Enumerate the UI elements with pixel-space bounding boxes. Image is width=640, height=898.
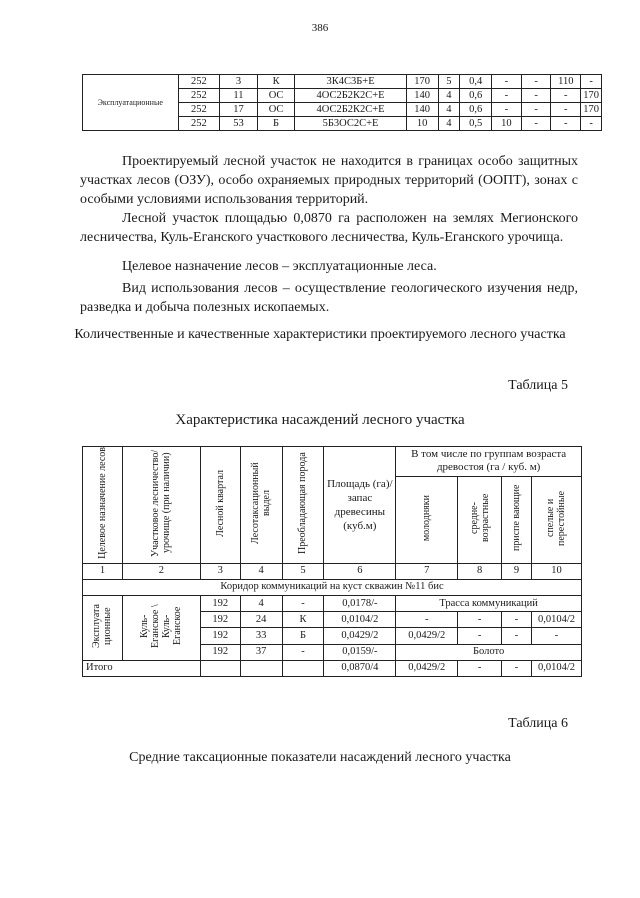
table-cell: - (581, 75, 602, 89)
header-purpose-text: Целевое назначение лесов (96, 447, 108, 559)
table-cell: - (521, 117, 551, 131)
table-cell: Болото (396, 644, 582, 660)
section-heading: Количественные и качественные характеристики проектируемого лесного участка (74, 327, 566, 342)
table-cell: 5 (438, 75, 460, 89)
header-maturing (502, 476, 532, 563)
table-cell (282, 660, 324, 676)
header-section-text: Лесотаксационный выдел (250, 462, 273, 544)
column-number: 5 (282, 563, 324, 579)
table-cell: 140 (406, 89, 438, 103)
table-cell: 0,6 (460, 89, 492, 103)
table-cell: ОС (257, 103, 295, 117)
table-cell: Трасса коммуникаций (396, 595, 582, 611)
table-cell: 33 (240, 628, 282, 644)
column-number: 10 (531, 563, 581, 579)
table-cell: 3 (220, 75, 258, 89)
table-cell: 0,0870/4 (324, 660, 396, 676)
column-number: 4 (240, 563, 282, 579)
table-cell: 252 (178, 117, 220, 131)
header-district (122, 447, 200, 564)
row-district-text: Куль-Еганское \ Куль-Еганское (139, 604, 184, 648)
row-district-cell (122, 595, 200, 660)
table6-title: Средние таксационные показатели насаждений лесного участка (129, 750, 511, 765)
table-cell: 17 (220, 103, 258, 117)
table-cell: 252 (178, 103, 220, 117)
table-cell: - (282, 595, 324, 611)
row-category-cell (83, 595, 123, 660)
table5-title: Характеристика насаждений лесного участка (175, 412, 465, 428)
table-cell: 140 (406, 103, 438, 117)
table-cell: - (458, 660, 502, 676)
table-cell: 110 (551, 75, 581, 89)
total-row (83, 660, 582, 676)
table-cell: 252 (178, 75, 220, 89)
table-row (83, 595, 582, 611)
table-cell: 4ОС2Б2К2С+Е (295, 103, 406, 117)
table-cell: - (458, 612, 502, 628)
table-cell: Б (282, 628, 324, 644)
header-quarter (200, 447, 240, 564)
table-cell (200, 660, 240, 676)
column-number: 3 (200, 563, 240, 579)
table-cell: - (581, 117, 602, 131)
header-mature-text: спелые и перестойные (545, 490, 568, 546)
table-cell: 11 (220, 89, 258, 103)
table-cell: - (396, 612, 458, 628)
table-cell: 10 (406, 117, 438, 131)
table-cell: - (492, 103, 522, 117)
table-cell: - (551, 117, 581, 131)
table-cell: 4 (240, 595, 282, 611)
header-species (282, 447, 324, 564)
table-cell: 170 (581, 103, 602, 117)
header-district-text: Участковое лесничество/урочище (при наличии) (150, 449, 173, 557)
corridor-row (83, 579, 582, 595)
header-age-groups: В том числе по группам возраста древостоя (га / куб. м) (396, 447, 582, 477)
header-mature (531, 476, 581, 563)
column-number: 7 (396, 563, 458, 579)
header-area: Площадь (га)/ запас древесины (куб.м) (324, 447, 396, 564)
table-cell: - (502, 660, 532, 676)
table-cell: 4 (438, 89, 460, 103)
column-number: 1 (83, 563, 123, 579)
table-cell: 0,4 (460, 75, 492, 89)
header-species-text: Преобладающая порода (297, 452, 309, 554)
table-cell: - (502, 628, 532, 644)
top-table (82, 74, 602, 131)
table-cell: - (492, 89, 522, 103)
table-cell: 4 (438, 103, 460, 117)
table-cell: Б (257, 117, 295, 131)
paragraph-usage: Вид использования лесов – осуществление геологического изучения недр, разведка и добыча полезных ископаемых. (80, 281, 578, 315)
table-cell: 192 (200, 644, 240, 660)
table5-label: Таблица 5 (508, 378, 568, 393)
table5 (82, 446, 582, 677)
page-number: 386 (311, 22, 329, 34)
table-cell: - (551, 103, 581, 117)
table-cell: 0,0104/2 (531, 612, 581, 628)
table-cell: 0,0159/- (324, 644, 396, 660)
table-cell: 0,5 (460, 117, 492, 131)
table-cell: 0,0104/2 (531, 660, 581, 676)
table-cell: К (257, 75, 295, 89)
table-cell: 0,0104/2 (324, 612, 396, 628)
corridor-cell: Коридор коммуникаций на куст скважин №11 бис (83, 579, 582, 595)
table-cell: 53 (220, 117, 258, 131)
table-cell: 4ОС2Б2К2С+Е (295, 89, 406, 103)
paragraph-ozu: Проектируемый лесной участок не находится в границах особо защитных участках лесов (ОЗУ), особо охраняемых природных территорий (ООПТ), зонах с особыми условиями использования территорий. (80, 154, 578, 207)
table-cell: К (282, 612, 324, 628)
table-cell: - (531, 628, 581, 644)
header-young-text: молодняки (421, 494, 433, 541)
header-section (240, 447, 282, 564)
paragraph-purpose: Целевое назначение лесов – эксплуатационные леса. (122, 259, 437, 274)
table-cell: - (551, 89, 581, 103)
header-middle-text: средне-возрастные (468, 493, 491, 542)
table-cell: 170 (406, 75, 438, 89)
header-middle (458, 476, 502, 563)
table-cell: - (521, 75, 551, 89)
table-cell: - (282, 644, 324, 660)
table-cell: 192 (200, 595, 240, 611)
column-number: 6 (324, 563, 396, 579)
table-cell: 170 (581, 89, 602, 103)
table-cell: 24 (240, 612, 282, 628)
table-cell: 4 (438, 117, 460, 131)
table-cell: ОС (257, 89, 295, 103)
paragraph-location: Лесной участок площадью 0,0870 га расположен на землях Мегионского лесничества, Куль-Еганского участкового лесничества, Куль-Еганского урочища. (80, 211, 578, 245)
table6-label: Таблица 6 (508, 716, 568, 731)
header-young (396, 476, 458, 563)
header-purpose (83, 447, 123, 564)
column-numbers-row (83, 563, 582, 579)
total-label: Итого (83, 660, 201, 676)
table-cell: 0,6 (460, 103, 492, 117)
table-cell: 252 (178, 89, 220, 103)
column-number: 2 (122, 563, 200, 579)
table-cell: - (521, 89, 551, 103)
table-cell: 0,0429/2 (396, 660, 458, 676)
column-number: 9 (502, 563, 532, 579)
table-cell: 3К4С3Б+Е (295, 75, 406, 89)
table-cell: - (521, 103, 551, 117)
table-cell: 0,0429/2 (396, 628, 458, 644)
table-cell: - (492, 75, 522, 89)
column-number: 8 (458, 563, 502, 579)
table-cell: 0,0429/2 (324, 628, 396, 644)
category-cell: Эксплуатационные (83, 75, 179, 131)
table-cell: 37 (240, 644, 282, 660)
table-cell: - (502, 612, 532, 628)
table-cell: 192 (200, 612, 240, 628)
table-cell: 192 (200, 628, 240, 644)
header-maturing-text: приспе вающие (511, 484, 522, 552)
header-quarter-text: Лесной квартал (214, 469, 226, 537)
table-cell: 5Б3ОС2С+Е (295, 117, 406, 131)
table-cell (240, 660, 282, 676)
table-cell: - (458, 628, 502, 644)
table-cell: 0,0178/- (324, 595, 396, 611)
row-category-text: Эксплуата ционные (91, 603, 114, 648)
table-cell: 10 (492, 117, 522, 131)
table-row (83, 75, 602, 89)
